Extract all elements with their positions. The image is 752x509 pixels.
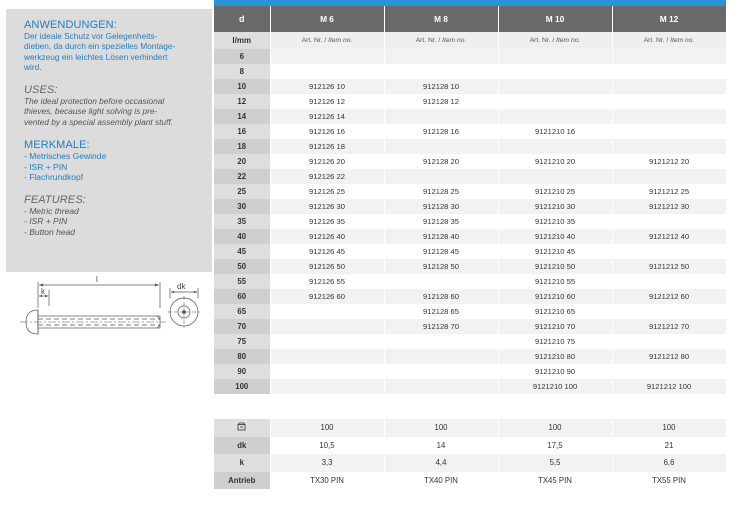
row-length: 100 bbox=[214, 379, 270, 394]
row-length: 65 bbox=[214, 304, 270, 319]
table-row bbox=[214, 139, 726, 154]
spec-row bbox=[214, 472, 726, 490]
table-row bbox=[214, 214, 726, 229]
anwendungen-line: dieben, da durch ein spezielles Montage- bbox=[24, 41, 176, 52]
table-body bbox=[214, 49, 726, 394]
article-number-m6 bbox=[270, 349, 384, 364]
article-number-m8 bbox=[384, 139, 498, 154]
subheader-article-no bbox=[270, 32, 384, 49]
spec-value-m10: 17,5 bbox=[498, 437, 612, 455]
article-number-m12 bbox=[612, 364, 726, 379]
row-length: 14 bbox=[214, 109, 270, 124]
table-row bbox=[214, 259, 726, 274]
table-row bbox=[214, 199, 726, 214]
anwendungen-line: werkzeug ein leichtes Lösen verhindert bbox=[24, 51, 168, 62]
article-number-m8: 912128 65 bbox=[384, 304, 498, 319]
head-diameter-label: dk bbox=[177, 282, 186, 291]
table-row bbox=[214, 289, 726, 304]
article-number-m6: 912126 14 bbox=[270, 109, 384, 124]
uses-line: The ideal protection before occasional bbox=[24, 96, 165, 107]
row-length: 50 bbox=[214, 259, 270, 274]
article-number-m8: 912128 60 bbox=[384, 289, 498, 304]
spec-value-m8: 100 bbox=[384, 419, 498, 437]
article-number-m8 bbox=[384, 334, 498, 349]
article-number-m10: 9121210 55 bbox=[498, 274, 612, 289]
spec-label: Antrieb bbox=[214, 472, 270, 490]
article-number-m8 bbox=[384, 109, 498, 124]
article-number-m12: 9121212 20 bbox=[612, 154, 726, 169]
article-number-m12: 9121212 25 bbox=[612, 184, 726, 199]
spec-value-m8: TX40 PIN bbox=[384, 472, 498, 490]
article-number-m6 bbox=[270, 49, 384, 64]
article-number-m10: 9121210 40 bbox=[498, 229, 612, 244]
table-row bbox=[214, 79, 726, 94]
features-item: - ISR + PIN bbox=[24, 216, 68, 227]
table-row bbox=[214, 49, 726, 64]
row-length: 35 bbox=[214, 214, 270, 229]
row-length: 40 bbox=[214, 229, 270, 244]
spec-value-m6: TX30 PIN bbox=[270, 472, 384, 490]
item-no-label: Item no. bbox=[556, 37, 581, 44]
article-number-m6 bbox=[270, 334, 384, 349]
article-number-m6 bbox=[270, 304, 384, 319]
article-number-m12 bbox=[612, 334, 726, 349]
article-number-m10 bbox=[498, 94, 612, 109]
table-row bbox=[214, 154, 726, 169]
article-number-m10 bbox=[498, 79, 612, 94]
spec-value-m12: 6,6 bbox=[612, 454, 726, 472]
header-m6: M 6 bbox=[270, 6, 384, 32]
header-m12: M 12 bbox=[612, 6, 726, 32]
article-number-m8 bbox=[384, 64, 498, 79]
row-length: 45 bbox=[214, 244, 270, 259]
article-number-m12 bbox=[612, 64, 726, 79]
article-number-m10: 9121210 35 bbox=[498, 214, 612, 229]
row-length: 8 bbox=[214, 64, 270, 79]
spec-value-m8: 4,4 bbox=[384, 454, 498, 472]
article-number-m10: 9121210 90 bbox=[498, 364, 612, 379]
article-number-m8: 912128 45 bbox=[384, 244, 498, 259]
article-number-m12: 9121212 100 bbox=[612, 379, 726, 394]
description-panel bbox=[6, 9, 212, 272]
row-length: 22 bbox=[214, 169, 270, 184]
article-number-m12 bbox=[612, 244, 726, 259]
merkmale-item: - ISR + PIN bbox=[24, 161, 68, 172]
header-d: d bbox=[214, 6, 270, 32]
table-row bbox=[214, 379, 726, 394]
row-length: 20 bbox=[214, 154, 270, 169]
table-row bbox=[214, 274, 726, 289]
article-number-m12 bbox=[612, 304, 726, 319]
table-row bbox=[214, 94, 726, 109]
merkmale-item: - Metrisches Gewinde bbox=[24, 151, 107, 162]
article-number-m6: 912126 40 bbox=[270, 229, 384, 244]
anwendungen-heading: ANWENDUNGEN: bbox=[24, 19, 117, 31]
article-number-m12: 9121212 50 bbox=[612, 259, 726, 274]
row-length: 30 bbox=[214, 199, 270, 214]
table-row bbox=[214, 349, 726, 364]
table-row bbox=[214, 124, 726, 139]
article-number-m6: 912126 55 bbox=[270, 274, 384, 289]
length-label: l bbox=[96, 276, 98, 284]
article-number-m10 bbox=[498, 169, 612, 184]
article-number-m8: 912128 10 bbox=[384, 79, 498, 94]
package-icon bbox=[214, 419, 270, 437]
article-number-m8: 912128 30 bbox=[384, 199, 498, 214]
article-number-m8: 912128 25 bbox=[384, 184, 498, 199]
features-item: - Metric thread bbox=[24, 205, 79, 216]
article-number-m6: 912126 18 bbox=[270, 139, 384, 154]
article-number-m8 bbox=[384, 349, 498, 364]
features-heading: FEATURES: bbox=[24, 193, 86, 206]
article-number-m10 bbox=[498, 64, 612, 79]
article-number-m6 bbox=[270, 364, 384, 379]
spec-value-m12: TX55 PIN bbox=[612, 472, 726, 490]
article-number-m8 bbox=[384, 379, 498, 394]
article-number-m6: 912126 12 bbox=[270, 94, 384, 109]
header-m8: M 8 bbox=[384, 6, 498, 32]
article-number-m12 bbox=[612, 274, 726, 289]
row-length: 10 bbox=[214, 79, 270, 94]
spec-value-m8: 14 bbox=[384, 437, 498, 455]
table-header-row bbox=[214, 6, 726, 32]
article-number-m10 bbox=[498, 49, 612, 64]
uses-line: vented by a special assembly plant stuff. bbox=[24, 116, 173, 127]
article-number-m10: 9121210 65 bbox=[498, 304, 612, 319]
subheader-article-no bbox=[384, 32, 498, 49]
article-number-m12 bbox=[612, 49, 726, 64]
table-row bbox=[214, 304, 726, 319]
row-length: 55 bbox=[214, 274, 270, 289]
article-number-m10: 9121210 25 bbox=[498, 184, 612, 199]
row-length: 60 bbox=[214, 289, 270, 304]
spec-row bbox=[214, 419, 726, 437]
row-length: 18 bbox=[214, 139, 270, 154]
merkmale-item: - Flachrundkopf bbox=[24, 172, 84, 183]
article-number-m6: 912126 22 bbox=[270, 169, 384, 184]
table-row bbox=[214, 229, 726, 244]
screw-technical-drawing bbox=[12, 276, 208, 346]
article-number-m12 bbox=[612, 109, 726, 124]
row-length: 75 bbox=[214, 334, 270, 349]
row-length: 90 bbox=[214, 364, 270, 379]
article-number-m10: 9121210 75 bbox=[498, 334, 612, 349]
art-nr-label: Art. Nr. / bbox=[415, 37, 443, 44]
article-number-m6: 912126 10 bbox=[270, 79, 384, 94]
spec-row bbox=[214, 437, 726, 455]
article-number-m8: 912128 12 bbox=[384, 94, 498, 109]
article-number-m12 bbox=[612, 124, 726, 139]
article-number-m6: 912126 45 bbox=[270, 244, 384, 259]
table-row bbox=[214, 334, 726, 349]
spec-value-m12: 21 bbox=[612, 437, 726, 455]
merkmale-heading: MERKMALE: bbox=[24, 139, 90, 152]
article-number-m10: 9121210 50 bbox=[498, 259, 612, 274]
article-number-m10 bbox=[498, 109, 612, 124]
article-number-m8 bbox=[384, 364, 498, 379]
article-number-m6: 912126 16 bbox=[270, 124, 384, 139]
row-length: 6 bbox=[214, 49, 270, 64]
article-number-m10: 9121210 60 bbox=[498, 289, 612, 304]
table-spacer bbox=[214, 394, 726, 419]
art-nr-label: Art. Nr. / bbox=[643, 37, 671, 44]
article-number-m6: 912126 50 bbox=[270, 259, 384, 274]
item-no-label: Item no. bbox=[670, 37, 695, 44]
header-m10: M 10 bbox=[498, 6, 612, 32]
article-number-m8: 912128 40 bbox=[384, 229, 498, 244]
art-nr-label: Art. Nr. / bbox=[301, 37, 329, 44]
article-number-m10: 9121210 80 bbox=[498, 349, 612, 364]
row-length: 12 bbox=[214, 94, 270, 109]
features-item: - Button head bbox=[24, 226, 76, 237]
article-number-m6: 912126 60 bbox=[270, 289, 384, 304]
article-number-m12: 9121212 60 bbox=[612, 289, 726, 304]
merkmale-list bbox=[24, 151, 202, 183]
article-number-m8: 912128 35 bbox=[384, 214, 498, 229]
article-table bbox=[214, 6, 727, 489]
article-number-m6: 912126 20 bbox=[270, 154, 384, 169]
table-row bbox=[214, 169, 726, 184]
article-number-m12 bbox=[612, 94, 726, 109]
article-number-m10: 9121210 70 bbox=[498, 319, 612, 334]
spec-value-m10: 100 bbox=[498, 419, 612, 437]
article-number-m12 bbox=[612, 214, 726, 229]
article-number-m12 bbox=[612, 139, 726, 154]
row-length: 70 bbox=[214, 319, 270, 334]
head-height-label: k bbox=[41, 287, 45, 296]
article-number-m6 bbox=[270, 64, 384, 79]
article-number-m8 bbox=[384, 49, 498, 64]
row-length: 16 bbox=[214, 124, 270, 139]
article-number-m6: 912126 35 bbox=[270, 214, 384, 229]
subheader-article-no bbox=[612, 32, 726, 49]
article-number-m10: 9121210 16 bbox=[498, 124, 612, 139]
article-number-m6: 912126 30 bbox=[270, 199, 384, 214]
article-number-m8: 912128 20 bbox=[384, 154, 498, 169]
article-table-container bbox=[214, 0, 726, 489]
article-number-m12: 9121212 40 bbox=[612, 229, 726, 244]
article-number-m10: 9121210 30 bbox=[498, 199, 612, 214]
row-length: 80 bbox=[214, 349, 270, 364]
article-number-m10: 9121210 45 bbox=[498, 244, 612, 259]
item-no-label: Item no. bbox=[442, 37, 467, 44]
article-number-m10: 9121210 20 bbox=[498, 154, 612, 169]
spec-value-m10: TX45 PIN bbox=[498, 472, 612, 490]
article-number-m8: 912128 70 bbox=[384, 319, 498, 334]
table-row bbox=[214, 109, 726, 124]
table-row bbox=[214, 184, 726, 199]
article-number-m8: 912128 16 bbox=[384, 124, 498, 139]
uses-line: thieves, because light solving is pre- bbox=[24, 106, 158, 117]
article-number-m12: 9121212 70 bbox=[612, 319, 726, 334]
article-number-m10: 9121210 100 bbox=[498, 379, 612, 394]
spec-value-m6: 10,5 bbox=[270, 437, 384, 455]
anwendungen-text bbox=[24, 31, 202, 72]
article-number-m12 bbox=[612, 79, 726, 94]
spec-value-m6: 3,3 bbox=[270, 454, 384, 472]
spec-label: dk bbox=[214, 437, 270, 455]
article-number-m8 bbox=[384, 274, 498, 289]
article-number-m10 bbox=[498, 139, 612, 154]
subheader-length: l/mm bbox=[214, 32, 270, 49]
uses-heading: USES: bbox=[24, 84, 58, 97]
article-number-m12: 9121212 80 bbox=[612, 349, 726, 364]
table-row bbox=[214, 244, 726, 259]
table-row bbox=[214, 364, 726, 379]
anwendungen-line: Der ideale Schutz vor Gelegenheits- bbox=[24, 31, 158, 41]
subheader-article-no bbox=[498, 32, 612, 49]
item-no-label: Item no. bbox=[328, 37, 353, 44]
article-number-m6: 912126 25 bbox=[270, 184, 384, 199]
uses-text bbox=[24, 96, 202, 127]
article-number-m6 bbox=[270, 379, 384, 394]
article-number-m12 bbox=[612, 169, 726, 184]
article-number-m12: 9121212 30 bbox=[612, 199, 726, 214]
table-row bbox=[214, 64, 726, 79]
spec-label: k bbox=[214, 454, 270, 472]
table-subheader-row bbox=[214, 32, 726, 49]
article-number-m8 bbox=[384, 169, 498, 184]
features-list bbox=[24, 206, 202, 238]
spec-value-m6: 100 bbox=[270, 419, 384, 437]
row-length: 25 bbox=[214, 184, 270, 199]
article-number-m8: 912128 50 bbox=[384, 259, 498, 274]
spec-value-m10: 5,5 bbox=[498, 454, 612, 472]
spec-value-m12: 100 bbox=[612, 419, 726, 437]
article-number-m6 bbox=[270, 319, 384, 334]
spec-row bbox=[214, 454, 726, 472]
table-row bbox=[214, 319, 726, 334]
anwendungen-line: wird. bbox=[24, 61, 42, 72]
spec-body bbox=[214, 394, 726, 489]
art-nr-label: Art. Nr. / bbox=[529, 37, 557, 44]
